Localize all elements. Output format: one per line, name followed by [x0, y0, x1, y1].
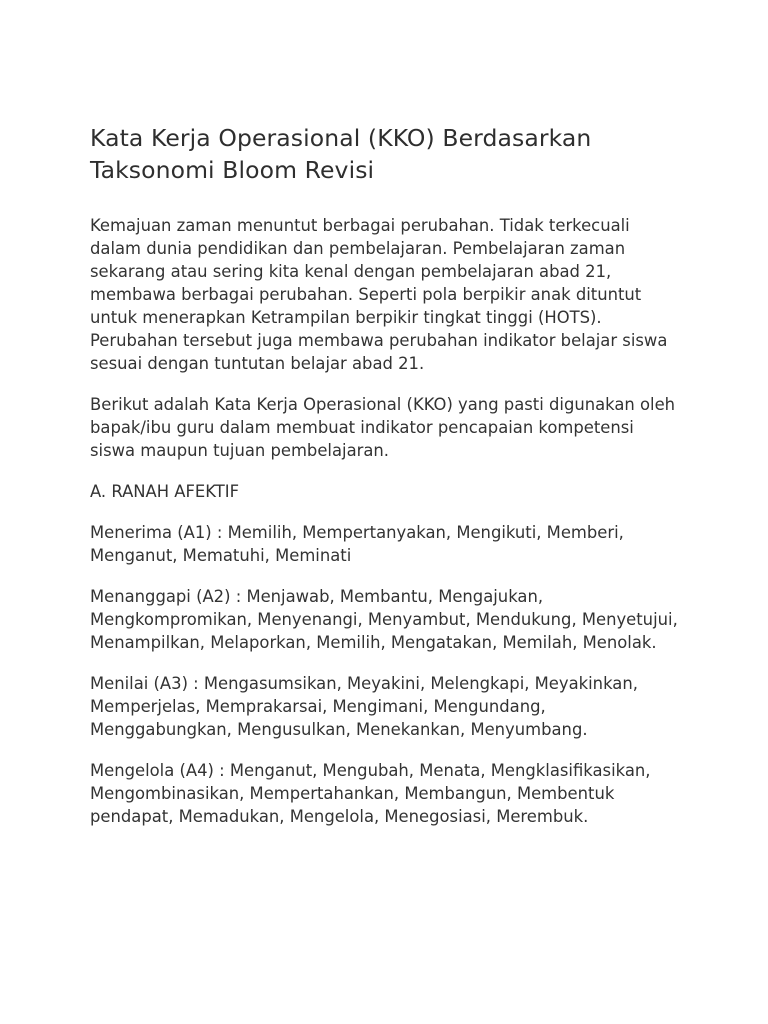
document-title: Kata Kerja Operasional (KKO) Berdasarkan Taksonomi Bloom Revisi — [90, 124, 592, 184]
list-item: Menerima (A1) : Memilih, Mempertanyakan, Mengikuti, Memberi, Menganut, Mematuhi, Meminati — [90, 523, 624, 565]
intro-paragraph: Kemajuan zaman menuntut berbagai perubahan. Tidak terkecuali dalam dunia pendidikan dan pembelajaran. Pembelajaran zaman sekarang atau sering kita kenal dengan pembelajaran abad 21, membawa berbagai perubahan. Seperti pola berpikir anak dituntut untuk menerapkan Ketrampilan berpikir tingkat tinggi (HOTS). Perubahan tersebut juga membawa perubahan indikator belajar siswa sesuai dengan tuntutan belajar abad 21. — [90, 216, 668, 373]
list-item: Menanggapi (A2) : Menjawab, Membantu, Mengajukan, Mengkompromikan, Menyenangi, Menyambut, Mendukung, Menyetujui, Menampilkan, Melaporkan, Memilih, Mengatakan, Memilah, Menolak. — [90, 587, 678, 652]
list-item: Menilai (A3) : Mengasumsikan, Meyakini, Melengkapi, Meyakinkan, Memperjelas, Memprakarsai, Mengimani, Mengundang, Menggabungkan, Mengusulkan, Menekankan, Menyumbang. — [90, 674, 638, 739]
list-item: Mengelola (A4) : Menganut, Mengubah, Menata, Mengklasifikasikan, Mengombinasikan, Mempertahankan, Membangun, Membentuk pendapat, Memadukan, Mengelola, Menegosiasi, Merembuk. — [90, 761, 651, 826]
document-page — [90, 122, 680, 846]
intro-paragraph: Berikut adalah Kata Kerja Operasional (KKO) yang pasti digunakan oleh bapak/ibu guru dalam membuat indikator pencapaian kompetensi siswa maupun tujuan pembelajaran. — [90, 395, 676, 460]
section-heading: A. RANAH AFEKTIF — [90, 482, 240, 501]
